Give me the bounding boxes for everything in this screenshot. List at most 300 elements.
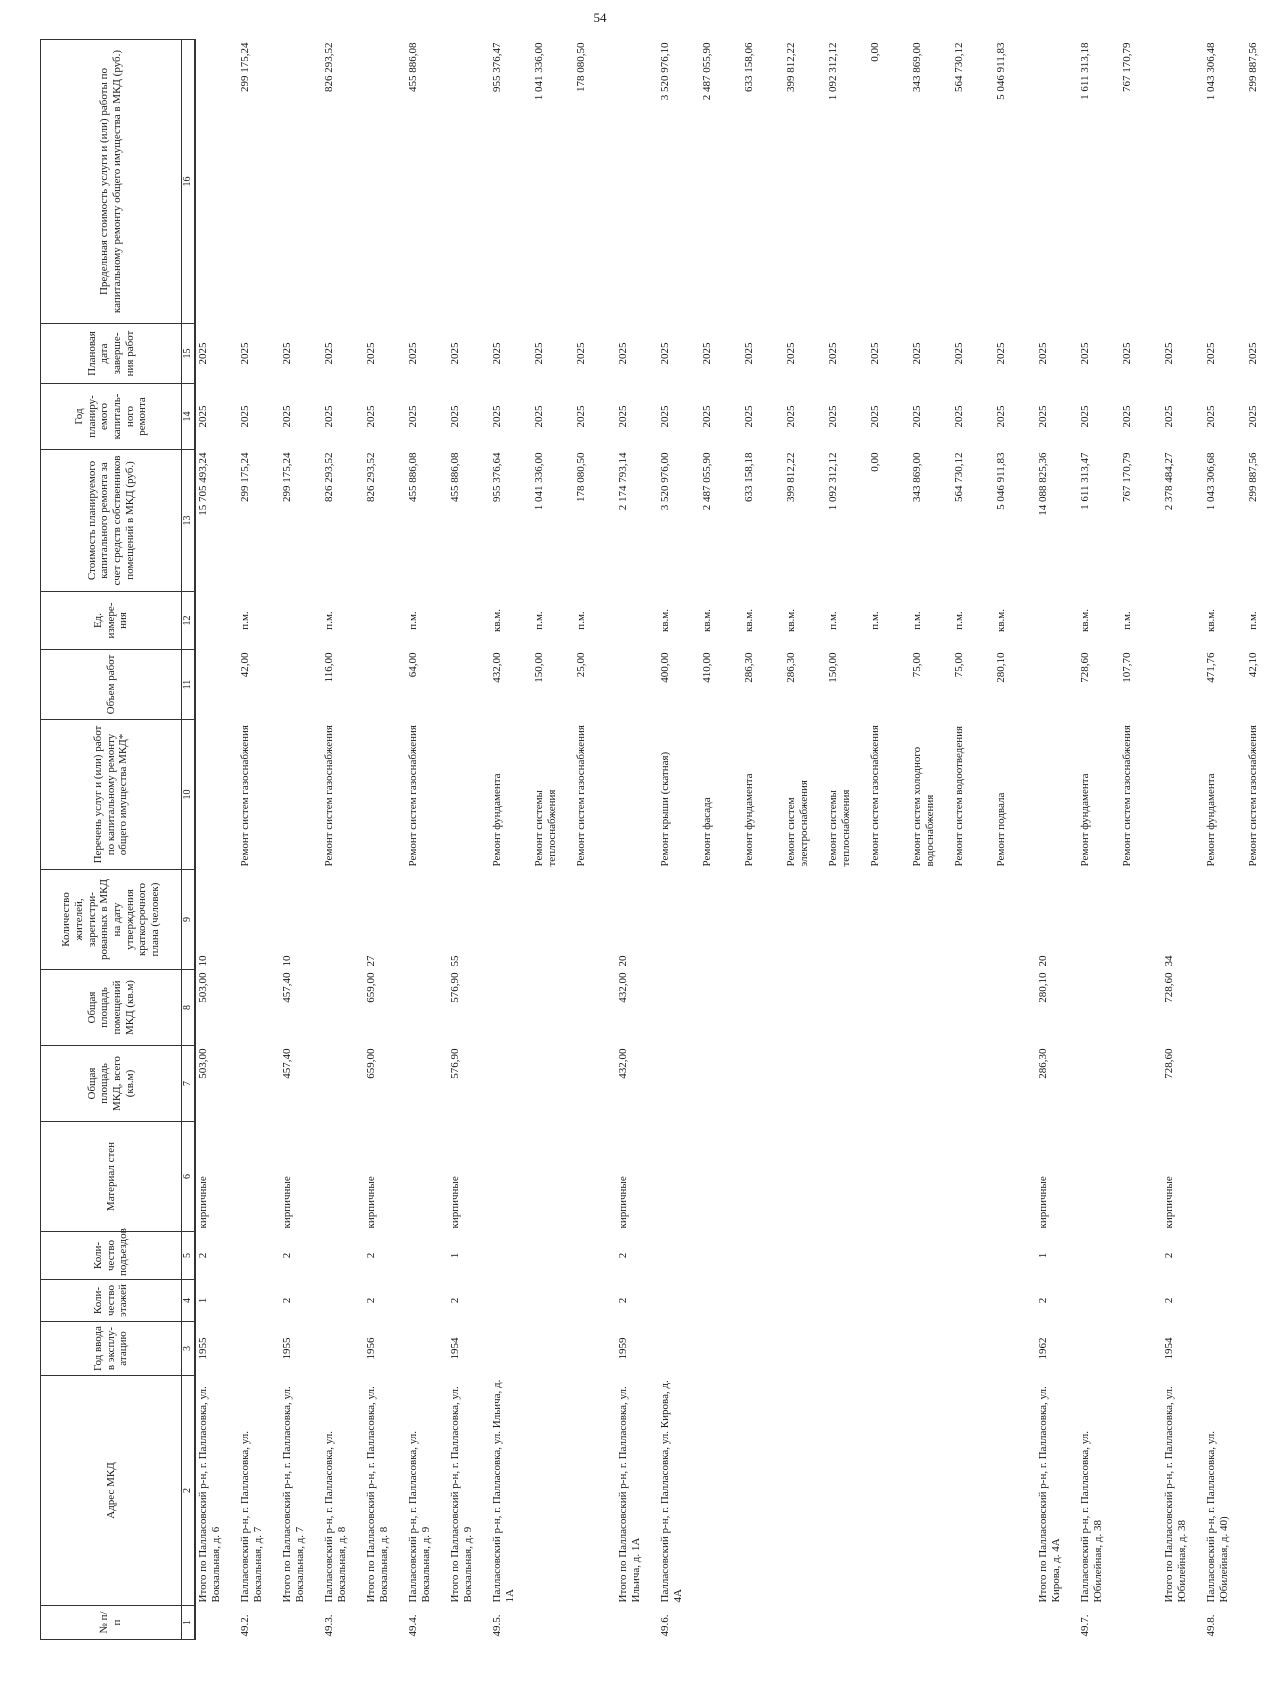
table-cell: 1 092 312,12 (827, 452, 839, 511)
table-cell: 2025 (1205, 405, 1217, 428)
table-cell (994, 1376, 1036, 1606)
table-cell (700, 1280, 742, 1322)
table-cell: 107,70 (1121, 652, 1133, 683)
table-cell (742, 1280, 784, 1322)
table-cell (364, 720, 406, 870)
table-cell (616, 650, 658, 720)
column-header: Год планиру-емого капиталь-ного ремонта (41, 384, 182, 450)
table-cell: 150,00 (533, 652, 545, 683)
table-cell: 0,00 (869, 452, 881, 472)
table-cell (322, 1232, 364, 1280)
table-cell: Итого по Палласовский р-н, г. Палласовка, ул. Вокзальная, д. 8 (365, 1386, 390, 1603)
table-cell (238, 1122, 280, 1232)
table-cell: 2025 (785, 405, 797, 428)
table-cell (784, 1376, 826, 1606)
table-cell (238, 1280, 280, 1322)
table-cell: 2 (365, 1297, 377, 1304)
table-cell (742, 1322, 784, 1376)
table-cell (322, 1280, 364, 1322)
table-cell: Ремонт систем газоснабжения (869, 725, 881, 867)
table-cell: 2025 (239, 342, 251, 365)
table-cell (700, 970, 742, 1046)
table-cell: кирпичные (449, 1176, 461, 1229)
table-cell: 564 730,12 (953, 42, 965, 92)
header-row (41, 40, 182, 1640)
table-row (994, 40, 1036, 1640)
table-cell (1162, 720, 1204, 870)
table-cell: 15 705 493,24 (197, 452, 209, 516)
table-cell: 2025 (911, 405, 923, 428)
table-cell (1162, 40, 1204, 324)
table-cell: Ремонт подвала (995, 792, 1007, 867)
table-cell (742, 1122, 784, 1232)
column-header: Материал стен (41, 1122, 182, 1232)
table-cell (910, 1280, 952, 1322)
table-cell (322, 870, 364, 970)
table-cell: 1 041 336,00 (533, 42, 545, 101)
table-cell: п.м. (953, 611, 965, 630)
table-cell (700, 1376, 742, 1606)
table-cell (406, 1280, 448, 1322)
table-cell (700, 870, 742, 970)
table-cell: 633 158,18 (743, 452, 755, 502)
table-cell: 2025 (995, 342, 1007, 365)
table-cell (448, 650, 490, 720)
table-cell: кирпичные (1037, 1176, 1049, 1229)
table-cell (616, 40, 658, 324)
table-cell: 2 378 484,27 (1163, 452, 1175, 511)
table-cell: 299 887,56 (1247, 452, 1259, 502)
table-cell: п.м. (407, 611, 419, 630)
table-cell (784, 1122, 826, 1232)
table-cell: 49.7. (1079, 1614, 1091, 1637)
page-number: 54 (593, 10, 607, 25)
table-cell (1036, 720, 1078, 870)
table-cell (1204, 1046, 1246, 1122)
table-row (406, 40, 448, 1640)
table-cell (574, 970, 616, 1046)
table-cell: 659,00 (365, 972, 377, 1003)
table-cell: 75,00 (953, 652, 965, 678)
table-cell (1078, 1322, 1120, 1376)
table-cell: 178 080,50 (575, 452, 587, 502)
table-cell: 503,00 (197, 972, 209, 1003)
table-cell: 20 (1037, 955, 1049, 967)
column-number: 3 (182, 1322, 196, 1376)
table-cell (1120, 870, 1162, 970)
table-cell: 2025 (575, 342, 587, 365)
table-cell: 2025 (659, 342, 671, 365)
table-cell (952, 1280, 994, 1322)
table-cell: 2 (1037, 1297, 1049, 1304)
table-cell: 343 869,00 (911, 452, 923, 502)
table-cell: 2025 (575, 405, 587, 428)
table-cell: 75,00 (911, 652, 923, 678)
table-row (952, 40, 994, 1640)
table-cell (490, 1122, 532, 1232)
table-cell (1036, 40, 1078, 324)
table-cell: 280,10 (995, 652, 1007, 683)
table-cell (364, 40, 406, 324)
table-cell: Ремонт системы теплоснабжения (827, 789, 852, 867)
table-cell (868, 970, 910, 1046)
table-cell (195, 40, 238, 324)
column-header: Перечень услуг и (или) работ по капитальному ремонту общего имущества МКД* (41, 720, 182, 870)
table-cell: 410,00 (701, 652, 713, 683)
table-cell: 2 (1163, 1252, 1175, 1259)
table-cell (994, 1046, 1036, 1122)
total-row (1162, 40, 1204, 1640)
table-row (1204, 40, 1246, 1640)
table-cell: 2025 (1079, 342, 1091, 365)
table-cell: 2 (281, 1297, 293, 1304)
table-cell (910, 1376, 952, 1606)
table-cell: 767 170,79 (1121, 452, 1133, 502)
table-cell (826, 1122, 868, 1232)
total-row (616, 40, 658, 1640)
column-number: 16 (182, 40, 196, 324)
column-header: Коли-чество подъездов (41, 1232, 182, 1280)
table-cell: 2025 (1163, 405, 1175, 428)
table-cell (658, 1322, 700, 1376)
table-cell (952, 1376, 994, 1606)
table-cell (658, 1046, 700, 1122)
table-cell (826, 870, 868, 970)
table-row (784, 40, 826, 1640)
table-cell: Ремонт крыши (скатная) (659, 751, 671, 867)
table-cell: Палласовский р-н, г. Палласовка, ул. Юбилейная, д. 38 (1079, 1430, 1104, 1603)
table-cell (952, 1232, 994, 1280)
table-cell (195, 720, 238, 870)
table-row (322, 40, 364, 1640)
table-cell (574, 1232, 616, 1280)
table-cell: 1954 (1163, 1337, 1175, 1360)
table-cell: 2 487 055,90 (701, 42, 713, 101)
table-cell: 2025 (491, 405, 503, 428)
table-cell (238, 1046, 280, 1122)
table-cell: п.м. (827, 611, 839, 630)
table-cell (532, 1606, 574, 1640)
table-cell (1120, 1606, 1162, 1640)
table-cell: 471,76 (1205, 652, 1217, 683)
table-cell: 1 611 313,18 (1079, 42, 1091, 100)
table-cell: 826 293,52 (323, 42, 335, 92)
table-cell (574, 1376, 616, 1606)
table-cell (868, 1606, 910, 1640)
table-cell (1162, 592, 1204, 650)
table-cell (1120, 970, 1162, 1046)
table-cell: Итого по Палласовский р-н, г. Палласовка, ул. Вокзальная, д. 6 (197, 1386, 222, 1603)
table-cell: Палласовский р-н, г. Палласовка, ул. Кирова, д. 4А (659, 1380, 684, 1603)
table-cell: 1956 (365, 1337, 377, 1360)
table-cell (742, 870, 784, 970)
table-cell (994, 1122, 1036, 1232)
table-cell: 2025 (617, 405, 629, 428)
table-cell: 2025 (533, 405, 545, 428)
table-cell (1246, 1280, 1288, 1322)
table-cell (490, 1232, 532, 1280)
table-cell (826, 1322, 868, 1376)
table-cell: 2025 (701, 342, 713, 365)
table-cell: кв.м. (1205, 609, 1217, 632)
table-cell (868, 1280, 910, 1322)
table-cell: 2025 (743, 405, 755, 428)
table-cell: Ремонт систем газоснабжения (239, 725, 251, 867)
table-cell (195, 1606, 238, 1640)
table-cell: 2025 (323, 342, 335, 365)
table-cell (1036, 650, 1078, 720)
table-cell: 503,00 (197, 1048, 209, 1079)
table-cell (784, 1046, 826, 1122)
table-cell: п.м. (323, 611, 335, 630)
table-cell: 2025 (239, 405, 251, 428)
table-cell: 2025 (953, 342, 965, 365)
column-number: 8 (182, 970, 196, 1046)
table-cell: 2025 (659, 405, 671, 428)
table-cell (364, 592, 406, 650)
table-cell: 42,10 (1247, 652, 1259, 678)
table-cell: 2025 (1121, 342, 1133, 365)
table-cell (490, 1046, 532, 1122)
total-row (448, 40, 490, 1640)
table-cell: 2025 (1163, 342, 1175, 365)
table-cell (490, 870, 532, 970)
table-cell (994, 1280, 1036, 1322)
table-cell (574, 870, 616, 970)
table-cell (784, 1606, 826, 1640)
table-cell: 2025 (281, 342, 293, 365)
table-cell: 1 043 306,48 (1205, 42, 1217, 101)
table-cell (574, 1280, 616, 1322)
table-cell: 2025 (197, 405, 209, 428)
table-cell: 0,00 (869, 42, 881, 62)
table-cell: 2 487 055,90 (701, 452, 713, 511)
table-cell: 2 (617, 1252, 629, 1259)
table-cell: 2025 (1247, 405, 1259, 428)
table-cell (1162, 650, 1204, 720)
table-cell: 826 293,52 (323, 452, 335, 502)
table-cell: 1 092 312,12 (827, 42, 839, 101)
table-cell (1078, 1122, 1120, 1232)
table-row (742, 40, 784, 1640)
table-cell: кв.м. (995, 609, 1007, 632)
table-cell: кв.м. (491, 609, 503, 632)
column-number: 7 (182, 1046, 196, 1122)
table-cell: 457,40 (281, 1048, 293, 1079)
column-header: Объем работ (41, 650, 182, 720)
table-cell: 576,90 (449, 1048, 461, 1079)
table-cell: 2025 (701, 405, 713, 428)
column-header: Стоимость планируемого капитального ремонта за счет средств собственников помещений в МКД (руб.) (41, 450, 182, 592)
table-cell (868, 1122, 910, 1232)
table-cell (994, 870, 1036, 970)
table-cell: 2025 (785, 342, 797, 365)
table-cell (1246, 970, 1288, 1046)
table-cell (952, 1606, 994, 1640)
table-cell: 27 (365, 955, 377, 967)
table-cell: п.м. (1247, 611, 1259, 630)
table-cell: 3 520 976,10 (659, 42, 671, 101)
table-cell (1204, 1280, 1246, 1322)
table-cell: 455 886,08 (407, 42, 419, 92)
table-cell (910, 870, 952, 970)
table-cell: кв.м. (659, 609, 671, 632)
table-cell: 2025 (323, 405, 335, 428)
table-cell (238, 1232, 280, 1280)
table-cell (1246, 1232, 1288, 1280)
table-cell (1246, 1046, 1288, 1122)
table-cell: п.м. (533, 611, 545, 630)
table-cell (238, 870, 280, 970)
table-cell (574, 1122, 616, 1232)
table-cell (868, 1376, 910, 1606)
table-cell: 64,00 (407, 652, 419, 678)
table-cell (532, 1376, 574, 1606)
table-cell (826, 970, 868, 1046)
table-cell: 2025 (449, 405, 461, 428)
table-cell: 1 (1037, 1252, 1049, 1259)
table-cell: 1959 (617, 1337, 629, 1360)
total-row (195, 40, 238, 1640)
table-cell: Ремонт фундамента (491, 773, 503, 867)
table-cell (952, 970, 994, 1046)
table-cell (910, 1322, 952, 1376)
table-cell: 299 887,56 (1247, 42, 1259, 92)
table-cell: Ремонт фундамента (1205, 773, 1217, 867)
table-cell: 116,00 (323, 652, 335, 683)
table-cell: 10 (281, 955, 293, 967)
total-row (1036, 40, 1078, 1640)
table-cell: 2 (281, 1252, 293, 1259)
table-cell (532, 970, 574, 1046)
table-cell (406, 1322, 448, 1376)
table-cell (994, 970, 1036, 1046)
table-cell (322, 970, 364, 1046)
table-row (658, 40, 700, 1640)
table-cell: Итого по Палласовский р-н, г. Палласовка, ул. Ильича, д. 1А (617, 1386, 642, 1603)
total-row (364, 40, 406, 1640)
table-cell: Итого по Палласовский р-н, г. Палласовка, ул. Кирова, д. 4А (1037, 1386, 1062, 1603)
table-cell: Итого по Палласовский р-н, г. Палласовка, ул. Вокзальная, д. 9 (449, 1386, 474, 1603)
rotated-page (40, 40, 1259, 1640)
table-cell (322, 1322, 364, 1376)
table-cell: 150,00 (827, 652, 839, 683)
table-cell: Итого по Палласовский р-н, г. Палласовка, ул. Вокзальная, д. 7 (281, 1386, 306, 1603)
table-cell: кирпичные (197, 1176, 209, 1229)
table-cell (532, 1122, 574, 1232)
table-cell (826, 1232, 868, 1280)
table-cell (868, 1322, 910, 1376)
table-cell: Палласовский р-н, г. Палласовка, ул. Вокзальная, д. 7 (239, 1430, 264, 1603)
table-cell (868, 1046, 910, 1122)
table-cell: Ремонт систем газоснабжения (575, 725, 587, 867)
table-cell (784, 1232, 826, 1280)
table-cell (1246, 1606, 1288, 1640)
table-cell: 2025 (953, 405, 965, 428)
table-cell (1204, 1232, 1246, 1280)
table-cell: 2 (1163, 1297, 1175, 1304)
table-cell (784, 970, 826, 1046)
table-cell: 14 088 825,36 (1037, 452, 1049, 516)
column-number: 1 (182, 1606, 196, 1640)
table-cell (1162, 1606, 1204, 1640)
table-cell (868, 1232, 910, 1280)
table-cell (490, 1322, 532, 1376)
table-cell: 457,40 (281, 972, 293, 1003)
table-cell: 728,60 (1079, 652, 1091, 683)
table-cell: 728,60 (1163, 972, 1175, 1003)
table-cell (1204, 1122, 1246, 1232)
table-cell: 455 886,08 (407, 452, 419, 502)
table-cell (826, 1376, 868, 1606)
table-cell (658, 1280, 700, 1322)
table-cell: Ремонт систем электроснабжения (785, 780, 810, 867)
table-cell: 2 174 793,14 (617, 452, 629, 511)
table-cell (322, 1122, 364, 1232)
table-cell: 2 (617, 1297, 629, 1304)
table-cell (574, 1606, 616, 1640)
table-cell: 2 (197, 1252, 209, 1259)
table-cell: 1 041 336,00 (533, 452, 545, 511)
table-cell (574, 1046, 616, 1122)
table-row (1078, 40, 1120, 1640)
table-cell: 1 (449, 1252, 461, 1259)
table-cell: 49.2. (239, 1614, 251, 1637)
table-cell: 3 520 976,00 (659, 452, 671, 511)
column-number: 15 (182, 324, 196, 384)
table-cell (490, 1280, 532, 1322)
table-cell: 49.3. (323, 1614, 335, 1637)
repair-plan-table (40, 39, 1288, 1640)
table-cell: 49.5. (491, 1614, 503, 1637)
table-cell: 1955 (197, 1337, 209, 1360)
table-cell: 2 (365, 1252, 377, 1259)
column-header: Количество жителей, зарегистри-рованных в МКД на дату утверждения краткосрочного плана (человек) (41, 870, 182, 970)
table-cell (1120, 1322, 1162, 1376)
table-cell: 400,00 (659, 652, 671, 683)
table-cell (1078, 870, 1120, 970)
table-cell: 49.4. (407, 1614, 419, 1637)
table-cell (700, 1322, 742, 1376)
table-row (238, 40, 280, 1640)
table-cell: кирпичные (1163, 1176, 1175, 1229)
table-cell (280, 720, 322, 870)
table-cell: 10 (197, 955, 209, 967)
table-cell: 659,00 (365, 1048, 377, 1079)
table-cell (448, 720, 490, 870)
table-cell: 2025 (827, 405, 839, 428)
table-cell (826, 1606, 868, 1640)
table-cell (406, 870, 448, 970)
table-cell (700, 1606, 742, 1640)
table-cell (1246, 1322, 1288, 1376)
table-cell: Ремонт систем газоснабжения (1121, 725, 1133, 867)
table-cell (616, 720, 658, 870)
table-cell (1204, 1322, 1246, 1376)
column-header: Общая площадь помещений МКД (кв.м) (41, 970, 182, 1046)
table-cell: п.м. (239, 611, 251, 630)
table-cell (994, 1322, 1036, 1376)
table-row (574, 40, 616, 1640)
table-cell: 2025 (449, 342, 461, 365)
table-cell (1036, 1606, 1078, 1640)
table-row (1246, 40, 1288, 1640)
table-cell (952, 1122, 994, 1232)
table-cell: Ремонт систем холодного водоснабжения (911, 746, 936, 867)
table-cell: 2025 (743, 342, 755, 365)
table-cell: 2025 (1079, 405, 1091, 428)
table-cell: 299 175,24 (239, 42, 251, 92)
